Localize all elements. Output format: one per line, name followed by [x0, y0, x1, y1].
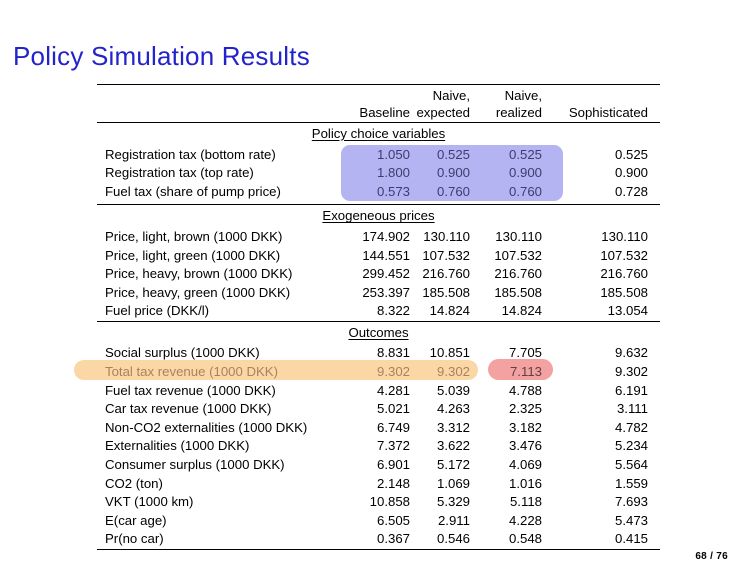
cell-naive-realized: 130.110 [495, 228, 542, 244]
cell-naive-expected: 2.911 [437, 512, 470, 528]
table-header [97, 85, 660, 122]
cell-baseline: 0.367 [376, 531, 410, 547]
cell-sophisticated: 216.760 [600, 266, 648, 282]
table-row [97, 456, 660, 475]
cell-naive-expected: 185.508 [422, 284, 470, 300]
cell-naive-expected: 0.546 [436, 531, 470, 547]
row-label: Fuel tax (share of pump price) [105, 183, 281, 199]
page-title: Policy Simulation Results [13, 41, 310, 71]
cell-sophisticated: 0.728 [614, 183, 648, 199]
cell-naive-realized: 0.760 [508, 183, 542, 199]
cell-baseline: 8.831 [376, 345, 410, 361]
section-policy-choice-variables [97, 123, 660, 204]
cell-baseline: 6.901 [376, 457, 410, 472]
cell-sophisticated: 0.525 [614, 146, 648, 162]
cell-naive-expected: 1.069 [436, 475, 470, 491]
cell-naive-expected: 3.622 [436, 438, 470, 454]
cell-baseline: 1.800 [376, 165, 410, 181]
cell-naive-realized: 216.760 [494, 266, 542, 282]
row-label: E(car age) [105, 512, 167, 528]
cell-naive-realized: 5.118 [509, 494, 542, 510]
row-label: VKT (1000 km) [105, 494, 194, 510]
cell-naive-realized: 2.325 [508, 401, 542, 417]
cell-naive-expected: 5.329 [436, 494, 470, 510]
cell-naive-realized: 185.508 [494, 284, 542, 300]
row-label: Total tax revenue (1000 DKK) [105, 364, 278, 380]
cell-sophisticated: 130.110 [601, 228, 648, 244]
table-row [97, 284, 660, 303]
cell-sophisticated: 6.191 [614, 382, 648, 398]
cell-baseline: 7.372 [376, 438, 410, 454]
cell-naive-expected: 0.760 [436, 183, 470, 199]
cell-naive-expected: 130.110 [423, 228, 470, 244]
cell-baseline: 253.397 [362, 284, 410, 300]
cell-sophisticated: 107.532 [600, 247, 648, 263]
cell-baseline: 174.902 [362, 228, 410, 244]
table-row [97, 363, 660, 382]
row-label: Non-CO2 externalities (1000 DKK) [105, 419, 308, 435]
cell-baseline: 4.281 [376, 382, 410, 398]
row-label: Registration tax (top rate) [105, 165, 254, 181]
cell-naive-expected: 0.525 [436, 146, 470, 162]
row-label: Fuel tax revenue (1000 DKK) [105, 382, 276, 398]
table-row [97, 146, 660, 165]
row-label: Price, heavy, brown (1000 DKK) [105, 266, 293, 282]
table-row [97, 265, 660, 284]
row-label: Price, heavy, green (1000 DKK) [105, 284, 291, 300]
cell-sophisticated: 13.054 [607, 303, 648, 319]
cell-baseline: 9.302 [376, 364, 410, 380]
column-header-baseline: Baseline [359, 104, 410, 120]
table-row [97, 530, 660, 549]
cell-naive-realized: 0.548 [508, 531, 542, 547]
cell-naive-realized: 0.525 [508, 146, 542, 162]
cell-baseline: 299.452 [362, 266, 410, 282]
cell-naive-realized: 3.476 [508, 438, 542, 454]
table-rule-bottom [97, 549, 660, 550]
row-label: Pr(no car) [105, 531, 164, 547]
cell-sophisticated: 3.111 [616, 401, 648, 417]
row-label: Social surplus (1000 DKK) [105, 345, 260, 361]
cell-baseline: 6.505 [376, 512, 410, 528]
row-label: Consumer surplus (1000 DKK) [105, 457, 285, 472]
cell-baseline: 0.573 [376, 183, 410, 199]
section-rows [97, 146, 660, 202]
section-title: Outcomes [348, 324, 409, 340]
table-row [97, 183, 660, 202]
cell-baseline: 8.322 [376, 303, 410, 319]
table-row [97, 493, 660, 512]
section-rows [97, 228, 660, 321]
column-header-sophisticated: Sophisticated [568, 104, 648, 120]
table-row [97, 228, 660, 247]
cell-naive-realized: 3.182 [508, 419, 542, 435]
cell-sophisticated: 0.900 [614, 165, 648, 181]
cell-sophisticated: 9.632 [614, 345, 648, 361]
cell-naive-expected: 10.851 [429, 345, 470, 361]
cell-naive-realized: 107.532 [494, 247, 542, 263]
cell-naive-realized: 0.900 [508, 165, 542, 181]
cell-naive-expected: 14.824 [429, 303, 470, 319]
cell-baseline: 10.858 [369, 494, 410, 510]
results-table [97, 84, 660, 550]
table-row [97, 344, 660, 363]
table-row [97, 164, 660, 183]
cell-sophisticated: 5.564 [614, 457, 648, 472]
row-label: Price, light, green (1000 DKK) [105, 247, 281, 263]
page-number: 68 / 76 [695, 551, 728, 562]
cell-naive-realized: 1.016 [508, 475, 542, 491]
cell-naive-expected: 9.302 [436, 364, 470, 380]
table-row [97, 247, 660, 266]
section-title: Policy choice variables [311, 126, 446, 141]
cell-naive-expected: 107.532 [422, 247, 470, 263]
row-label: CO2 (ton) [105, 475, 163, 491]
table-row [97, 475, 660, 494]
cell-naive-expected: 5.172 [436, 457, 470, 472]
cell-naive-realized: 4.069 [508, 457, 542, 472]
cell-sophisticated: 7.693 [614, 494, 648, 510]
cell-baseline: 2.148 [376, 475, 410, 491]
cell-sophisticated: 5.473 [614, 512, 648, 528]
cell-sophisticated: 4.782 [614, 419, 648, 435]
cell-naive-expected: 3.312 [436, 419, 470, 435]
table-row [97, 302, 660, 321]
cell-naive-expected: 216.760 [422, 266, 470, 282]
section-outcomes [97, 322, 660, 549]
row-label: Fuel price (DKK/l) [105, 303, 210, 319]
cell-naive-realized: 4.228 [508, 512, 542, 528]
cell-naive-realized: 7.705 [508, 345, 542, 361]
row-label: Price, light, brown (1000 DKK) [105, 228, 283, 244]
row-label: Externalities (1000 DKK) [105, 438, 250, 454]
cell-naive-realized: 4.788 [508, 382, 542, 398]
cell-naive-realized: 7.113 [509, 364, 542, 380]
row-label: Registration tax (bottom rate) [105, 146, 276, 162]
cell-naive-expected: 4.263 [436, 401, 470, 417]
table-row [97, 400, 660, 419]
section-title: Exogeneous prices [322, 208, 435, 224]
section-rows [97, 344, 660, 549]
cell-baseline: 5.021 [376, 401, 410, 417]
cell-baseline: 6.749 [376, 419, 410, 435]
column-header-naive-expected: Naive, expected [416, 88, 470, 120]
table-row [97, 512, 660, 531]
column-header-naive-realized: Naive, realized [495, 88, 542, 120]
table-row [97, 382, 660, 401]
cell-baseline: 144.551 [362, 247, 410, 263]
cell-sophisticated: 1.559 [614, 475, 648, 491]
cell-baseline: 1.050 [376, 146, 410, 162]
table-row [97, 437, 660, 456]
cell-sophisticated: 9.302 [614, 364, 648, 380]
cell-sophisticated: 0.415 [614, 531, 648, 547]
cell-sophisticated: 5.234 [614, 438, 648, 454]
cell-sophisticated: 185.508 [600, 284, 648, 300]
table-row [97, 419, 660, 438]
cell-naive-expected: 5.039 [436, 382, 470, 398]
row-label: Car tax revenue (1000 DKK) [105, 401, 272, 417]
cell-naive-realized: 14.824 [501, 303, 542, 319]
section-exogeneous-prices [97, 205, 660, 320]
cell-naive-expected: 0.900 [436, 165, 470, 181]
